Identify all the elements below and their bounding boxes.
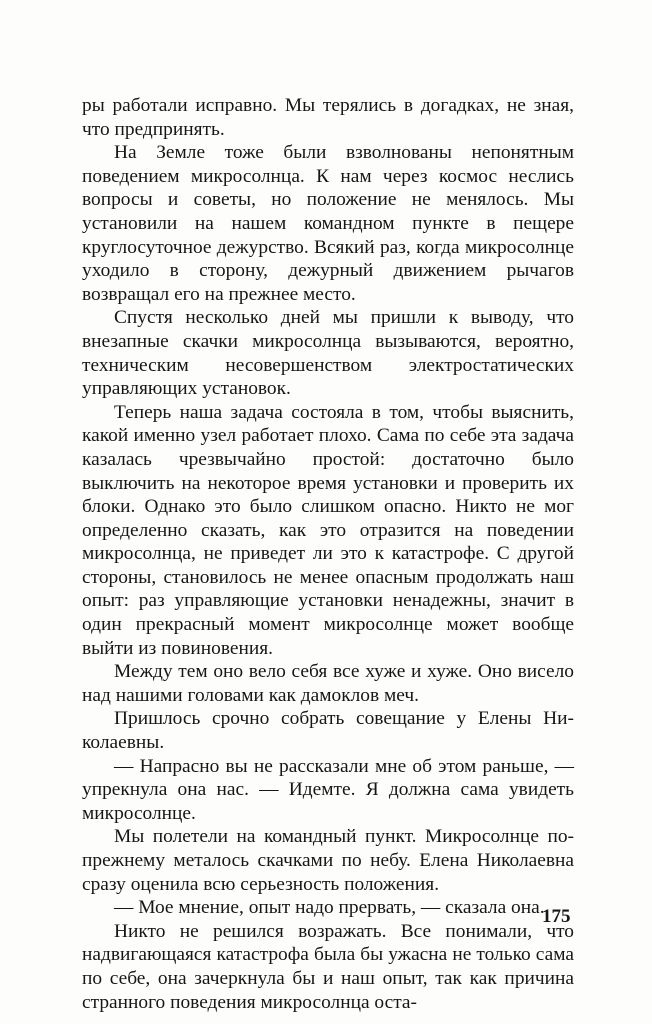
paragraph: Мы полетели на командный пункт. Микросолнце по-прежнему металось скачками по небу. Елена Николаевна сразу оценила всю серьезность положения.	[82, 826, 574, 895]
paragraph: Теперь наша задача состояла в том, чтобы выяснить, какой именно узел работает плохо. Сама по себе эта задача казалась чрезвычайно простой: достаточно было выключить на некоторое время установки и проверить их блоки. Однако это было слишком опасно. Никто не мог определенно сказать, как это отразится на поведении микросолнца, не приведет ли это к катастрофе. С другой стороны, становилось не менее опасным продолжать наш опыт: раз управляющие установки ненадежны, значит в один прекрасный момент микросолнце может вообще выйти из повиновения.	[82, 401, 574, 659]
paragraph: ры работали исправно. Мы терялись в догадках, не зная, что предпринять.	[82, 95, 574, 140]
paragraph: Спустя несколько дней мы пришли к выводу, что внезапные скачки микросолнца вызываются, вероятно, техническим несовершенством электростатических управляющих установок.	[82, 307, 574, 400]
body-text	[82, 94, 574, 1014]
paragraph: На Земле тоже были взволнованы непонятным поведением микросолнца. К нам через космос неслись вопросы и советы, но положение не менялось. Мы установили на нашем командном пункте в пещере круглосуточное дежурство. Всякий раз, когда микросолнце уходило в сторону, дежурный движением рычагов возвращал его на прежнее место.	[82, 142, 574, 305]
paragraph: — Мое мнение, опыт надо прервать, — сказала она.	[114, 897, 545, 919]
paragraph: — Напрасно вы не рассказали мне об этом раньше, — упрекнула она нас. — Идемте. Я должна сама увидеть микросолнце.	[82, 755, 574, 824]
paragraph: Никто не решился возражать. Все понимали, что надвигающаяся катастрофа была бы ужасна не только сама по себе, она зачеркнула бы и наш опыт, так как причина странного поведения микросолнца оста-	[82, 920, 574, 1013]
page-number: 175	[542, 906, 571, 927]
paragraph: Между тем оно вело себя все хуже и хуже. Оно висело над нашими головами как дамоклов меч.	[82, 661, 574, 706]
paragraph: Пришлось срочно собрать совещание у Елены Николаевны.	[82, 708, 574, 754]
